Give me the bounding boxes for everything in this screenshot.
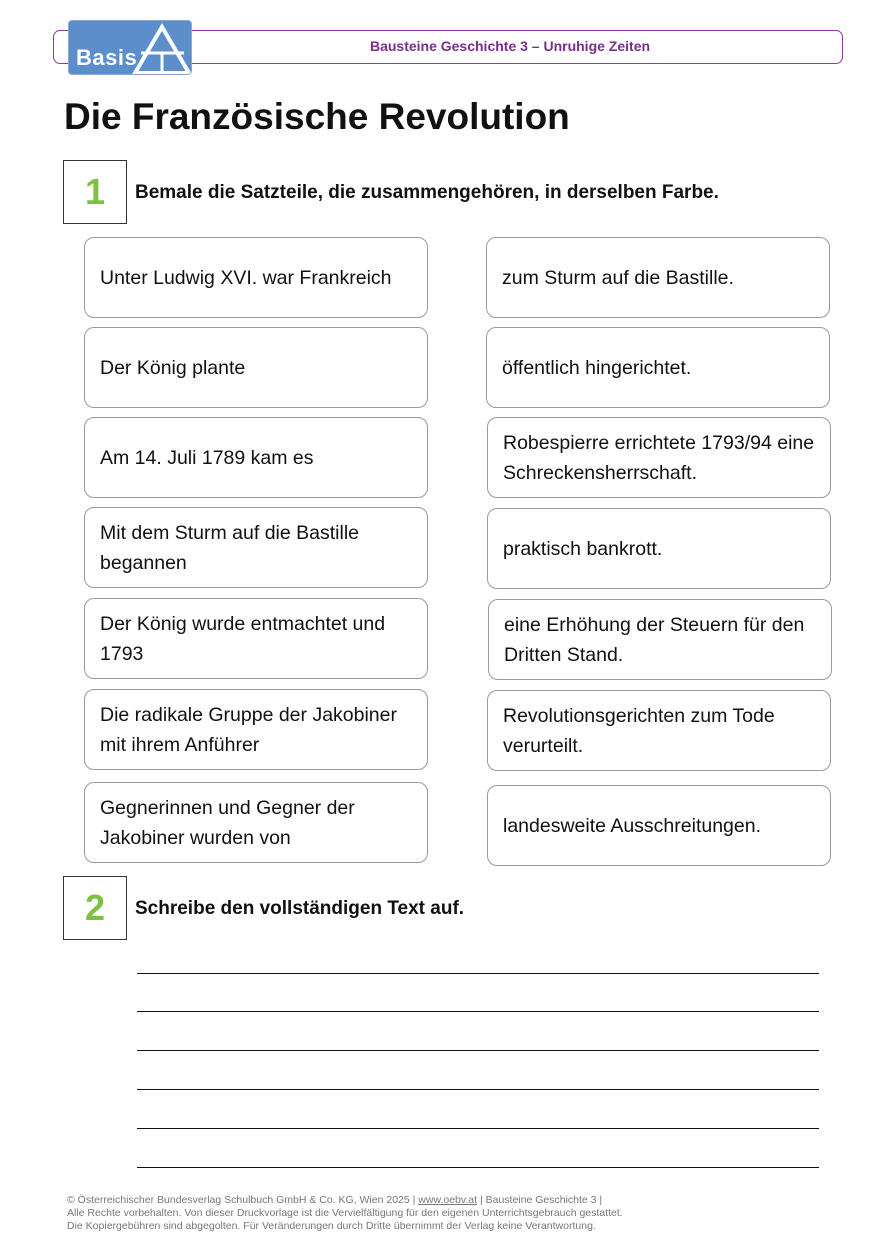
writing-line[interactable] — [137, 973, 819, 974]
footer-line-3: Die Kopiergebühren sind abgegolten. Für Veränderungen durch Dritte übernimmt der Verlag keine Verantwortung. — [67, 1220, 596, 1232]
copyright-text: © Österreichischer Bundesverlag Schulbuch GmbH & Co. KG, Wien 2025 | — [67, 1194, 419, 1206]
left-phrase-6[interactable]: Die radikale Gruppe der Jakobiner mit ihrem Anführer — [84, 689, 428, 770]
page-title: Die Französische Revolution — [64, 96, 570, 137]
left-phrase-3[interactable]: Am 14. Juli 1789 kam es — [84, 417, 428, 498]
right-phrase-3[interactable]: Robespierre errichtete 1793/94 eine Schreckensherrschaft. — [487, 417, 831, 498]
left-phrase-1[interactable]: Unter Ludwig XVI. war Frankreich — [84, 237, 428, 318]
writing-line[interactable] — [137, 1167, 819, 1168]
left-phrase-5[interactable]: Der König wurde entmachtet und 1793 — [84, 598, 428, 679]
writing-line[interactable] — [137, 1050, 819, 1051]
logo-text: Basis — [76, 45, 138, 70]
task-1-instruction: Bemale die Satzteile, die zusammengehören, in derselben Farbe. — [135, 182, 719, 203]
right-phrase-4[interactable]: praktisch bankrott. — [487, 508, 831, 589]
left-phrase-7[interactable]: Gegnerinnen und Gegner der Jakobiner wurden von — [84, 782, 428, 863]
left-phrase-4[interactable]: Mit dem Sturm auf die Bastille begannen — [84, 507, 428, 588]
publisher-link[interactable]: www.oebv.at — [418, 1194, 478, 1206]
right-phrase-6[interactable]: Revolutionsgerichten zum Tode verurteilt. — [487, 690, 831, 771]
task-2-number: 2 — [63, 876, 127, 940]
footer — [67, 1194, 767, 1233]
right-phrase-7[interactable]: landesweite Ausschreitungen. — [487, 785, 831, 866]
task-1-number: 1 — [63, 160, 127, 224]
right-phrase-2[interactable]: öffentlich hingerichtet. — [486, 327, 830, 408]
footer-series: | Bausteine Geschichte 3 | — [477, 1194, 603, 1206]
right-phrase-5[interactable]: eine Erhöhung der Steuern für den Dritten Stand. — [488, 599, 832, 680]
writing-line[interactable] — [137, 1089, 819, 1090]
task-2-instruction: Schreibe den vollständigen Text auf. — [135, 898, 465, 919]
footer-line-2: Alle Rechte vorbehalten. Von dieser Druckvorlage ist die Vervielfältigung für den eigenen Unterrichtsgebrauch gestattet. — [67, 1207, 623, 1219]
writing-line[interactable] — [137, 1011, 819, 1012]
right-phrase-1[interactable]: zum Sturm auf die Bastille. — [486, 237, 830, 318]
basis-logo — [68, 20, 192, 75]
series-title: Bausteine Geschichte 3 – Unruhige Zeiten — [369, 38, 651, 54]
left-phrase-2[interactable]: Der König plante — [84, 327, 428, 408]
footer-line-1 — [67, 1194, 767, 1207]
writing-line[interactable] — [137, 1128, 819, 1129]
